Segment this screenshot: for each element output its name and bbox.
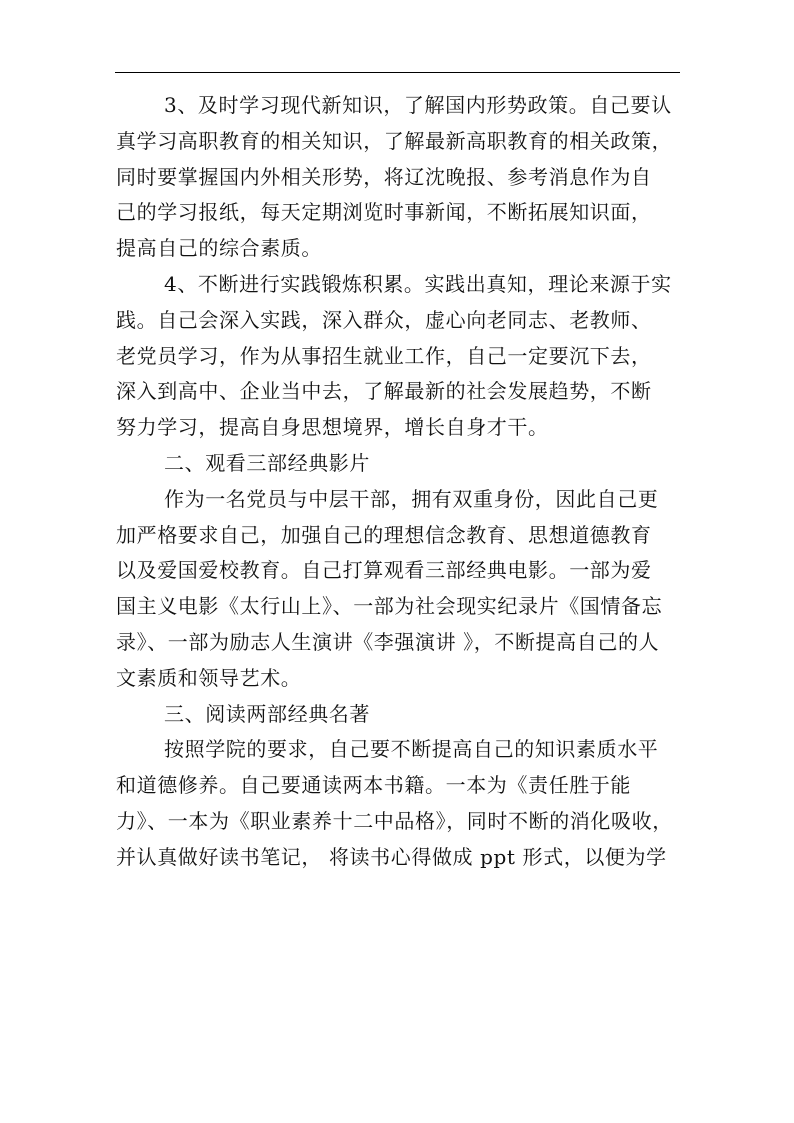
paragraph-films-line-2: 加严格要求自己，加强自己的理想信念教育、思想道德教育 bbox=[116, 522, 652, 547]
paragraph-4-line-2: 践。自己会深入实践，深入群众，虚心向老同志、老教师、 bbox=[116, 307, 652, 332]
section-heading-films: 二、观看三部经典影片 bbox=[164, 450, 370, 475]
paragraph-4-line-1: 4、不断进行实践锻炼积累。实践出真知，理论来源于实 bbox=[164, 271, 672, 296]
paragraph-3-line-5: 提高自己的综合素质。 bbox=[116, 236, 322, 261]
paragraph-books-line-4: 并认真做好读书笔记， 将读书心得做成 ppt 形式，以便为学 bbox=[116, 844, 667, 869]
paragraph-3-line-1: 3、及时学习现代新知识，了解国内形势政策。自己要认 bbox=[164, 93, 672, 117]
paragraph-4-line-5: 努力学习，提高自身思想境界，增长自身才干。 bbox=[116, 415, 549, 440]
paragraph-4-line-4: 深入到高中、企业当中去，了解最新的社会发展趋势，不断 bbox=[116, 379, 652, 404]
header-rule bbox=[115, 72, 680, 73]
paragraph-films-line-1: 作为一名党员与中层干部，拥有双重身份，因此自己更 bbox=[164, 486, 659, 511]
paragraph-books-line-3: 力》、一本为《职业素养十二中品格》，同时不断的消化吸收， bbox=[116, 808, 673, 833]
document-body bbox=[116, 88, 682, 876]
paragraph-4-line-3: 老党员学习，作为从事招生就业工作，自己一定要沉下去， bbox=[116, 343, 652, 368]
paragraph-3-line-3: 同时要掌握国内外相关形势，将辽沈晚报、参考消息作为自 bbox=[116, 164, 652, 189]
paragraph-films-line-5: 录》、一部为励志人生演讲《李强演讲 》，不断提高自己的人 bbox=[116, 629, 660, 654]
paragraph-films-line-4: 国主义电影《太行山上》、一部为社会现实纪录片《国情备忘 bbox=[116, 594, 663, 619]
paragraph-films-line-6: 文素质和领导艺术。 bbox=[116, 665, 302, 690]
section-heading-books: 三、阅读两部经典名著 bbox=[164, 701, 370, 726]
paragraph-3-line-2: 真学习高职教育的相关知识，了解最新高职教育的相关政策， bbox=[116, 128, 673, 153]
paragraph-3-line-4: 己的学习报纸，每天定期浏览时事新闻，不断拓展知识面， bbox=[116, 200, 652, 225]
paragraph-books-line-1: 按照学院的要求，自己要不断提高自己的知识素质水平 bbox=[164, 737, 659, 762]
paragraph-books-line-2: 和道德修养。自己要通读两本书籍。一本为《责任胜于能 bbox=[116, 773, 631, 798]
paragraph-films-line-3: 以及爱国爱校教育。自己打算观看三部经典电影。一部为爱 bbox=[116, 558, 652, 583]
